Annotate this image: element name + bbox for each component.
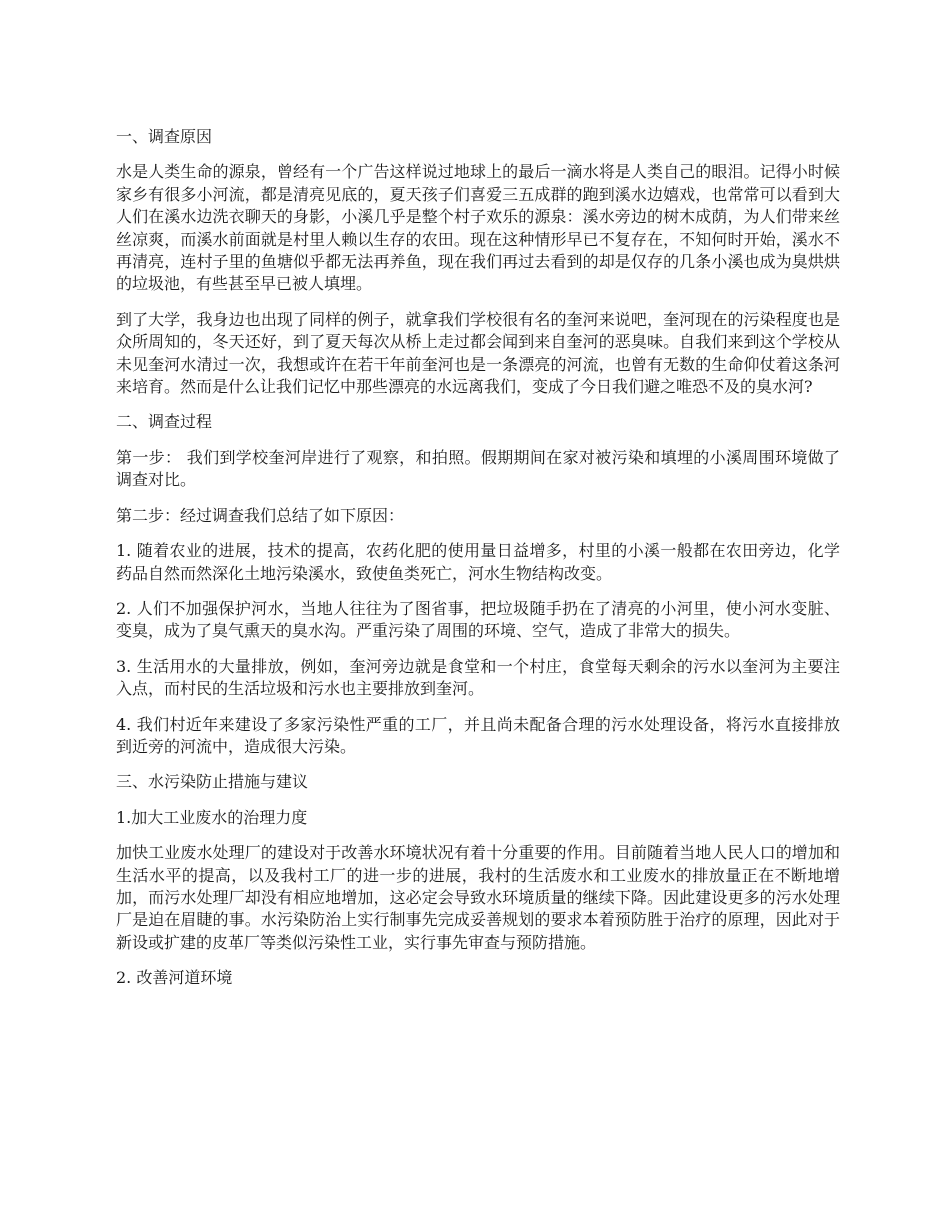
paragraph-water-source: 水是人类生命的源泉，曾经有一个广告这样说过地球上的最后一滴水将是人类自己的眼泪。记得小时候家乡有很多小河流，都是清亮见底的，夏天孩子们喜爱三五成群的跑到溪水边嬉戏，也常常可以看到大人们在溪水边洗衣聊天的身影，小溪几乎是整个村子欢乐的源泉：溪水旁边的树木成荫，为人们带来丝丝凉爽，而溪水前面就是村里人赖以生存的农田。现在这种情形早已不复存在，不知何时开始，溪水不再清亮，连村子里的鱼塘似乎都无法再养鱼，现在我们再过去看到的却是仅存的几条小溪也成为臭烘烘的垃圾池，有些甚至早已被人填埋。 (116, 162, 840, 294)
paragraph-reason-3: 3. 生活用水的大量排放，例如，奎河旁边就是食堂和一个村庄，食堂每天剩余的污水以奎河为主要注入点，而村民的生活垃圾和污水也主要排放到奎河。 (116, 656, 840, 699)
section-heading-investigation-reason: 一、调查原因 (116, 127, 213, 146)
section-heading-investigation-process: 二、调查过程 (116, 412, 213, 432)
subheading-industrial-wastewater: 1.加大工业废水的治理力度 (116, 807, 308, 827)
section-heading-measures: 三、水污染防止措施与建议 (116, 772, 309, 792)
paragraph-reason-4: 4. 我们村近年来建设了多家污染性严重的工厂，并且尚未配备合理的污水处理设备，将污水直接排放到近旁的河流中，造成很大污染。 (116, 714, 840, 756)
document-body (116, 126, 840, 1003)
paragraph-step-two: 第二步：经过调查我们总结了如下原因： (116, 505, 405, 525)
paragraph-step-one: 第一步： 我们到学校奎河岸进行了观察，和拍照。假期期间在家对被污染和填埋的小溪周围环境做了调查对比。 (116, 447, 840, 490)
subheading-river-environment: 2. 改善河道环境 (116, 968, 233, 988)
paragraph-industrial-wastewater: 加快工业废水处理厂的建设对于改善水环境状况有着十分重要的作用。目前随着当地人民人口的增加和生活水平的提高，以及我村工厂的进一步的进展，我村的生活废水和工业废水的排放量正在不断地增加，而污水处理厂却没有相应地增加，这必定会导致水环境质量的继续下降。因此建设更多的污水处理厂是迫在眉睫的事。水污染防治上实行制事先完成妥善规划的要求本着预防胜于治疗的原理，因此对于新设或扩建的皮革厂等类似污染性工业，实行事先审查与预防措施。 (116, 843, 840, 952)
paragraph-reason-2: 2. 人们不加强保护河水，当地人往往为了图省事，把垃圾随手扔在了清亮的小河里，使小河水变脏、变臭，成为了臭气熏天的臭水沟。严重污染了周围的环境、空气，造成了非常大的损失。 (116, 598, 840, 641)
paragraph-kui-river: 到了大学，我身边也出现了同样的例子，就拿我们学校很有名的奎河来说吧，奎河现在的污染程度也是众所周知的，冬天还好，到了夏天每次从桥上走过都会闻到来自奎河的恶臭味。自我们来到这个学校从未见奎河水清过一次，我想或许在若干年前奎河也是一条漂亮的河流，也曾有无数的生命仰仗着这条河来培育。然而是什么让我们记忆中那些漂亮的水远离我们，变成了今日我们避之唯恐不及的臭水河? (116, 309, 840, 397)
paragraph-reason-1: 1. 随着农业的进展，技术的提高，农药化肥的使用量日益增多，村里的小溪一般都在农田旁边，化学药品自然而然深化土地污染溪水，致使鱼类死亡，河水生物结构改变。 (116, 541, 840, 583)
